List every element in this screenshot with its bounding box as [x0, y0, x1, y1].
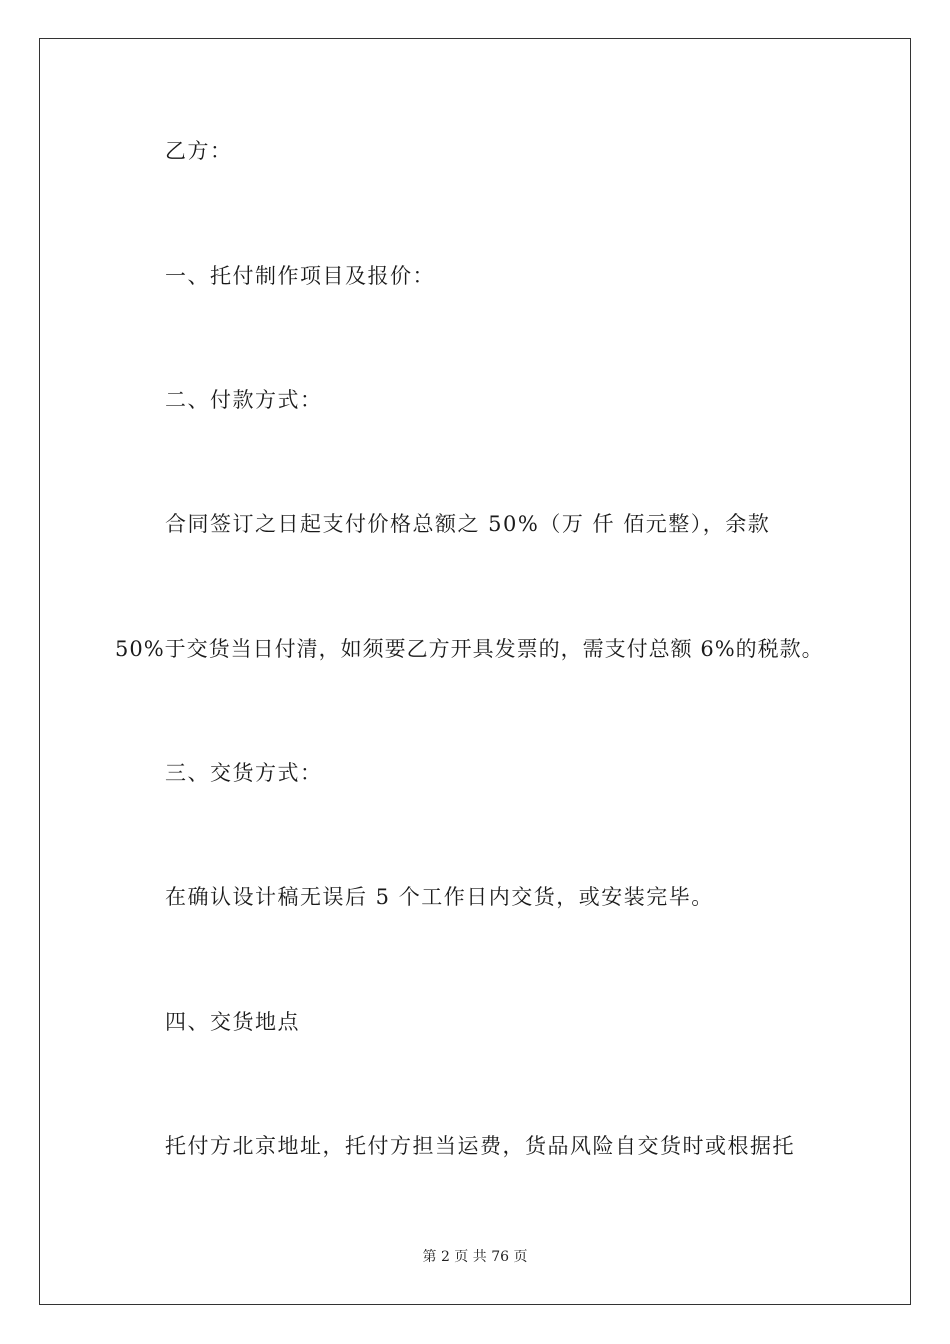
- page-border: [39, 38, 911, 1305]
- section-2-heading: 二、付款方式：: [165, 388, 323, 412]
- delivery-paragraph: 在确认设计稿无误后 5 个工作日内交货，或安装完毕。: [165, 885, 714, 909]
- party-b-label: 乙方：: [165, 139, 233, 163]
- section-4-heading: 四、交货地点: [165, 1010, 300, 1034]
- payment-paragraph-line-1: 合同签订之日起支付价格总额之 50%（万 仟 佰元整），余款: [165, 512, 771, 536]
- section-3-heading: 三、交货方式：: [165, 761, 323, 785]
- section-1-heading: 一、托付制作项目及报价：: [165, 264, 435, 288]
- payment-paragraph-line-2: 50%于交货当日付清，如须要乙方开具发票的，需支付总额 6%的税款。: [115, 637, 824, 661]
- location-paragraph-line-1: 托付方北京地址，托付方担当运费，货品风险自交货时或根据托: [165, 1134, 795, 1158]
- page-number-footer: 第 2 页 共 76 页: [422, 1249, 528, 1265]
